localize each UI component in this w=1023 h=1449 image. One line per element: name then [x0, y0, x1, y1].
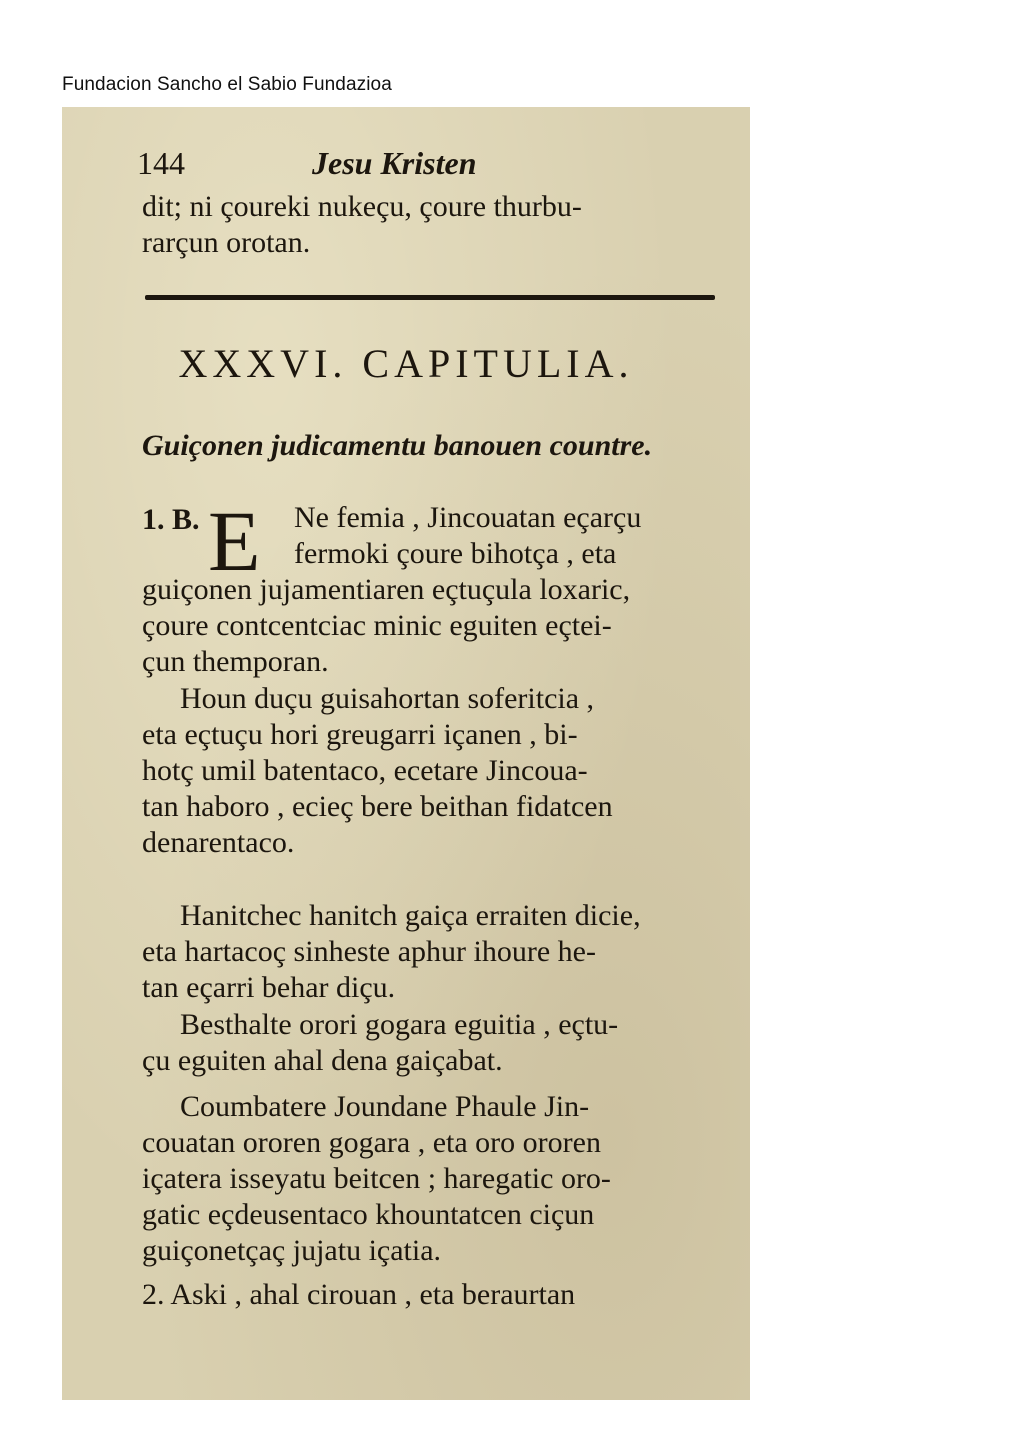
chapter-subtitle: Guiçonen judicamentu banouen countre.: [142, 429, 653, 462]
archive-watermark: Fundacion Sancho el Sabio Fundazioa: [62, 74, 392, 95]
text-line: eta hartacoç sinheste aphur ihoure he-: [142, 935, 596, 968]
verse-label: 1. B.: [142, 503, 200, 536]
running-title: Jesu Kristen: [312, 145, 477, 181]
verse-2-opening: [142, 1277, 732, 1313]
text-line: Besthalte orori gogara eguitia , eçtu-: [180, 1008, 619, 1041]
drop-capital: E: [208, 493, 261, 589]
chapter-heading: XXXVI. CAPITULIA.: [178, 341, 634, 386]
paragraph-3: [142, 898, 732, 1006]
text-line: hotç umil batentaco, ecetare Jincoua-: [142, 754, 588, 787]
paragraph-1-opening: [294, 500, 732, 572]
text-line: denarentaco.: [142, 826, 295, 859]
text-line: Ne femia , Jincouatan eçarçu: [294, 501, 642, 534]
text-line: çoure contcentciac minic eguiten eçtei-: [142, 609, 612, 642]
paragraph-2: [142, 681, 732, 861]
text-line: tan eçarri behar diçu.: [142, 971, 396, 1004]
text-line: Houn duçu guisahortan soferitcia ,: [180, 682, 595, 715]
running-head: [137, 145, 737, 187]
text-line: çun themporan.: [142, 645, 329, 678]
top-continuation: [142, 189, 732, 261]
text-line: guiçonen jujamentiaren eçtuçula loxaric,: [142, 573, 631, 606]
page-number: 144: [137, 145, 185, 181]
text-line: çu eguiten ahal dena gaiçabat.: [142, 1044, 503, 1077]
scanned-page: [62, 107, 750, 1400]
text-line: Coumbatere Joundane Phaule Jin-: [180, 1090, 590, 1123]
paragraph-1-rest: [142, 572, 732, 680]
paragraph-5: [142, 1089, 732, 1269]
text-line: içatera isseyatu beitcen ; haregatic oro-: [142, 1162, 611, 1195]
text-line: gatic eçdeusentaco khountatcen ciçun: [142, 1198, 595, 1231]
text-line: guiçonetçaç jujatu içatia.: [142, 1234, 442, 1267]
text-line: rarçun orotan.: [142, 226, 311, 259]
text-line: 2. Aski , ahal cirouan , eta beraurtan: [142, 1278, 576, 1311]
paragraph-4: [142, 1007, 732, 1079]
text-line: eta eçtuçu hori greugarri içanen , bi-: [142, 718, 578, 751]
section-rule: [145, 295, 715, 300]
text-line: couatan ororen gogara , eta oro ororen: [142, 1126, 601, 1159]
text-line: fermoki çoure bihotça , eta: [294, 537, 617, 570]
text-line: Hanitchec hanitch gaiça erraiten dicie,: [180, 899, 641, 932]
text-line: tan haboro , ecieç bere beithan fidatcen: [142, 790, 613, 823]
text-line: dit; ni çoureki nukeçu, çoure thurbu-: [142, 190, 582, 223]
